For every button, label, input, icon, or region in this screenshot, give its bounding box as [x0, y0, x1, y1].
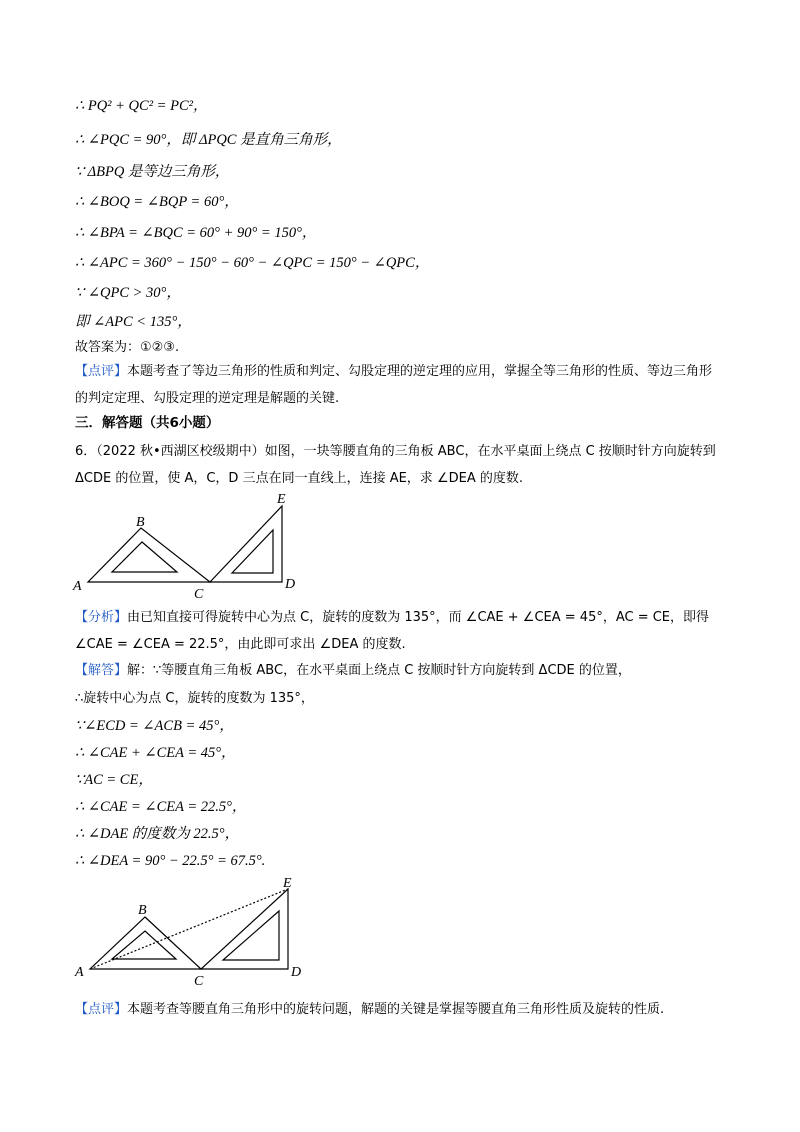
figure-rotation-1	[70, 488, 330, 603]
solution-step: ∴旋转中心为点 C，旋转的度数为 135°，	[75, 691, 314, 706]
step-line: ∵ ΔBPQ 是等边三角形，	[75, 164, 230, 180]
step-line: ∴ ∠BPA = ∠BQC = 60° + 90° = 150°，	[75, 225, 317, 241]
section-heading: 三．解答题（共6小题）	[75, 415, 220, 431]
triangle-abc	[90, 917, 201, 969]
triangle-cde	[201, 889, 288, 969]
triangle-abc-hole	[112, 931, 176, 959]
analysis-tag: 【分析】	[75, 610, 128, 625]
label-d: D	[285, 577, 296, 592]
solution-tag: 【解答】	[75, 663, 128, 678]
review-tag: 【点评】	[75, 1002, 128, 1017]
review-paragraph	[75, 358, 725, 412]
step-line: ∴ ∠PQC = 90°，即 ΔPQC 是直角三角形，	[75, 132, 342, 148]
label-b: B	[138, 903, 147, 918]
triangle-abc-hole	[112, 542, 177, 572]
triangle-abc	[88, 528, 210, 582]
label-e: E	[277, 492, 286, 507]
solution-step: ∴ ∠CAE = ∠CEA = 22.5°，	[75, 799, 247, 815]
solution-step: ∴ ∠DEA = 90° − 22.5° = 67.5°.	[75, 853, 266, 869]
label-a: A	[73, 579, 82, 594]
figure-rotation-2	[70, 875, 340, 990]
label-e: E	[283, 876, 292, 891]
label-c: C	[194, 974, 204, 989]
label-a: A	[75, 965, 84, 980]
review-text: 本题考查了等边三角形的性质和判定、勾股定理的逆定理的应用，掌握全等三角形的性质、等边三角形的判定定理、勾股定理的逆定理是解题的关键.	[75, 364, 713, 406]
step-line: ∴ ∠APC = 360° − 150° − 60° − ∠QPC = 150° − ∠QPC，	[75, 255, 430, 271]
analysis-text: 由已知直接可得旋转中心为点 C，旋转的度数为 135°，而 ∠CAE + ∠CEA = 45°，AC = CE，即得 ∠CAE = ∠CEA = 22.5°，由此即可求出 ∠DEA 的度数.	[75, 610, 710, 652]
analysis-paragraph	[75, 604, 725, 658]
solution-step: ∵AC = CE，	[75, 772, 153, 788]
solution-step: ∵∠ECD = ∠ACB = 45°，	[75, 718, 234, 734]
answer-line: 故答案为：①②③.	[75, 340, 180, 355]
triangle-cde-hole	[223, 911, 279, 960]
label-b: B	[136, 515, 145, 530]
review-paragraph-2	[75, 1000, 664, 1020]
solution-step: ∴ ∠DAE 的度数为 22.5°，	[75, 826, 240, 842]
step-line: 即 ∠APC < 135°，	[75, 314, 192, 330]
step-line: ∵ ∠QPC > 30°，	[75, 285, 181, 301]
review-tag: 【点评】	[75, 364, 128, 379]
solution-text: 解：∵等腰直角三角板 ABC，在水平桌面上绕点 C 按顺时针方向旋转到 ΔCDE 的位置，	[127, 663, 631, 678]
solution-step: ∴ ∠CAE + ∠CEA = 45°，	[75, 745, 236, 761]
review-text: 本题考查等腰直角三角形中的旋转问题，解题的关键是掌握等腰直角三角形性质及旋转的性质.	[127, 1002, 665, 1017]
triangle-cde	[210, 506, 282, 582]
step-line: ∴ ∠BOQ = ∠BQP = 60°，	[75, 194, 239, 210]
label-d: D	[291, 965, 302, 980]
solution-first-line	[75, 661, 631, 681]
step-line: ∴ PQ² + QC² = PC²，	[75, 98, 208, 114]
label-c: C	[194, 587, 204, 602]
problem-statement: 6．（2022 秋•西湖区校级期中）如图，一块等腰直角的三角板 ABC，在水平桌面上绕点 C 按顺时针方向旋转到 ΔCDE 的位置，使 A，C，D 三点在同一直线上，连接 AE，求 ∠DEA 的度数.	[75, 444, 716, 486]
